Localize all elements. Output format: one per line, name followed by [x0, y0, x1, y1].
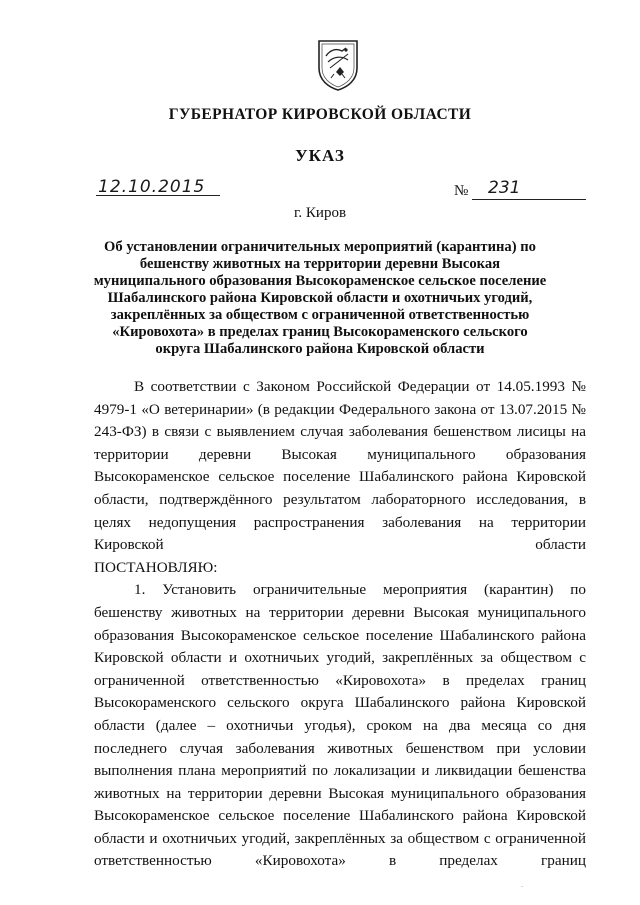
item-1-paragraph: 1. Установить ограничительные мероприятия (карантин) по бешенству животных на территории деревни Высокая муниципального образования Высокораменское сельское поселение Шабалинского района Кировской области и охотничьих угодий, закреплённых за обществом с ограниченной ответственностью «Кировохота» в пределах границ Высокораменского сельского округа Шабалинского района Кировской области (далее – охотничьи угодья), сроком на два месяца со дня последнего случая заболевания животных бешенством при условии выполнения плана мероприятий по локализации и ликвидации бешенства животных на территории деревни Высокая муниципального образования Высокораменское сельское поселение Шабалинского района Кировской области и охотничьих угодий, закреплённых за обществом с ограниченной ответственностью «Кировохота» в пределах границ	[94, 581, 586, 870]
kirov-coat-of-arms-icon	[316, 38, 360, 92]
scan-mark: .	[521, 880, 523, 889]
number-underline	[472, 199, 586, 200]
document-title: Об установлении ограничительных мероприятий (карантина) по бешенству животных на территории деревни Высокая муниципального образования Высокораменское сельское поселение Шабалинского района Кировской области и охотничьих угодий, закреплённых за обществом с ограниченной ответственностью «Кировохота» в пределах границ Высокораменского сельского округа Шабалинского района Кировской области	[93, 239, 547, 357]
decree-word: ПОСТАНОВЛЯЮ:	[94, 558, 218, 576]
document-body	[94, 376, 586, 873]
document-type: УКАЗ	[295, 146, 345, 165]
preamble-paragraph: В соответствии с Законом Российской Федерации от 14.05.1993 № 4979-1 «О ветеринарии» (в редакции Федерального закона от 13.07.2015 № 243-ФЗ) в связи с выявлением случая заболевания бешенством лисицы на территории деревни Высокая муниципального образования Высокораменское сельское поселение Шабалинского района Кировской области, подтверждённого результатом лабораторного исследования, в целях недопущения распространения заболевания на территории Кировской области	[94, 378, 586, 554]
date-underline	[96, 195, 220, 196]
handwritten-number: 231	[488, 178, 521, 198]
city-line: г. Киров	[293, 205, 347, 221]
handwritten-date: 12.10.2015	[98, 177, 206, 197]
authority-title: ГУБЕРНАТОР КИРОВСКОЙ ОБЛАСТИ	[168, 106, 472, 123]
number-label: №	[454, 183, 469, 199]
